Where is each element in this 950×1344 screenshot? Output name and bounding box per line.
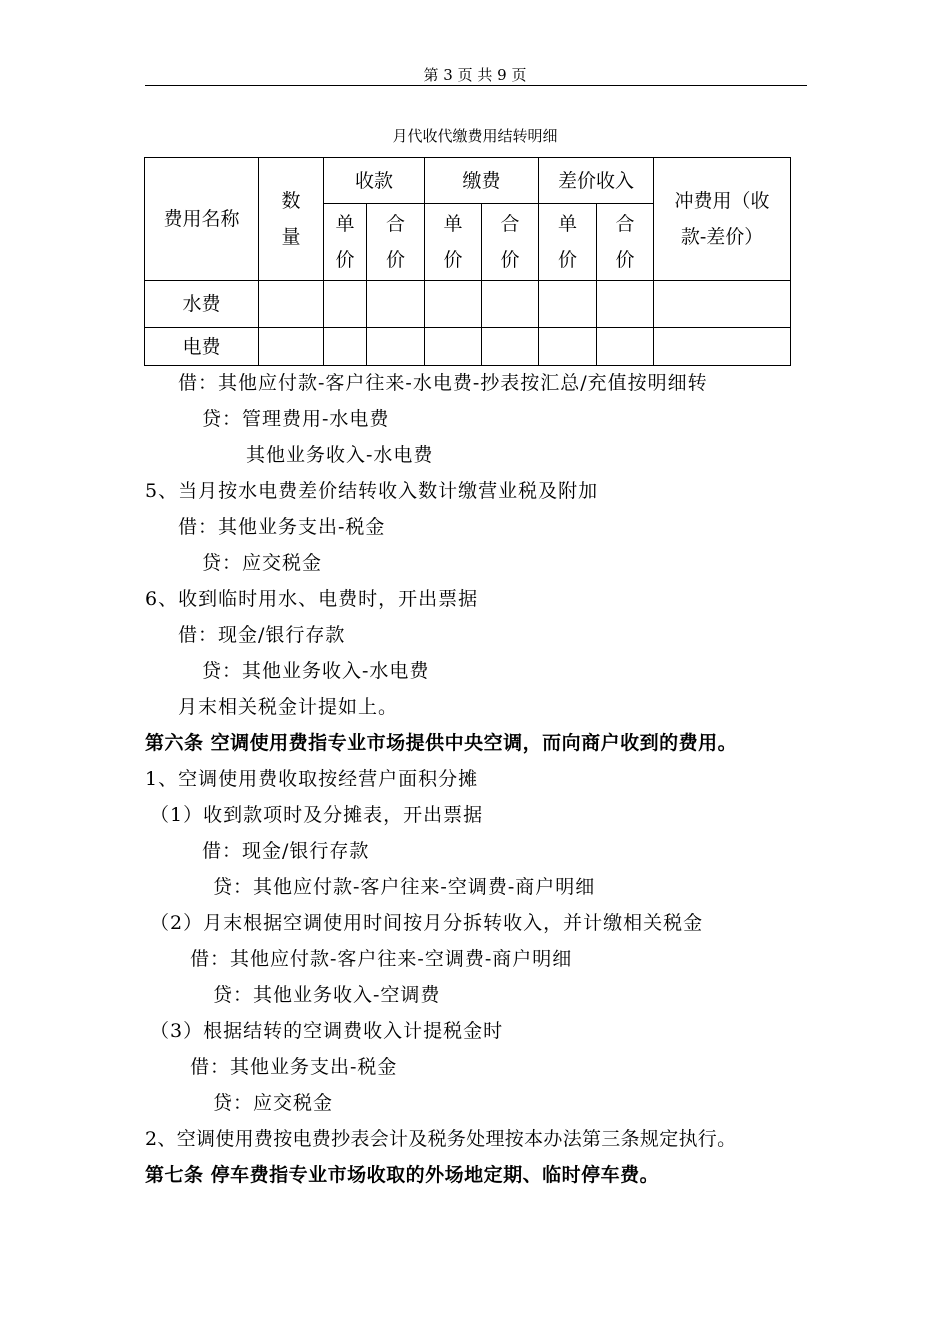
header-quantity-line1: 数 [281, 190, 301, 212]
header-rule [145, 85, 807, 86]
header-total-price [367, 204, 425, 281]
table-cell [654, 281, 791, 328]
table-row [145, 281, 791, 328]
header-offset-line2: 款-差价） [680, 226, 764, 248]
text-line: 借：其他业务支出-税金 [190, 1056, 398, 1078]
header-fee-name: 费用名称 [145, 158, 259, 281]
table-cell [654, 328, 791, 366]
table-cell [539, 281, 597, 328]
header-total-price [597, 204, 654, 281]
text-line: 贷：其他业务收入-水电费 [202, 660, 430, 682]
page-indicator: 第 3 页 共 9 页 [423, 66, 527, 84]
header-unit-price [425, 204, 482, 281]
table-row [145, 328, 791, 366]
text-line: 贷：应交税金 [202, 552, 323, 574]
header-unit-price-line1: 单 [558, 213, 578, 235]
article-heading: 第七条 停车费指专业市场收取的外场地定期、临时停车费。 [145, 1164, 660, 1186]
table-cell [597, 281, 654, 328]
text-line: 借：其他业务支出-税金 [178, 516, 386, 538]
header-payment: 缴费 [425, 158, 539, 204]
header-quantity-line2: 量 [281, 226, 301, 248]
header-unit-price-line1: 单 [443, 213, 463, 235]
table-cell [539, 328, 597, 366]
header-total-price [482, 204, 539, 281]
header-unit-price [539, 204, 597, 281]
header-offset-line1: 冲费用（收 [674, 190, 770, 212]
text-line: （2）月末根据空调使用时间按月分拆转收入，并计缴相关税金 [150, 912, 704, 934]
text-line: 1、空调使用费收取按经营户面积分摊 [145, 768, 479, 790]
header-total-price-line2: 价 [386, 249, 406, 271]
table-cell [259, 281, 324, 328]
header-quantity [259, 158, 324, 281]
table-cell [367, 328, 425, 366]
text-line: 贷：其他业务收入-空调费 [213, 984, 441, 1006]
header-unit-price-line2: 价 [443, 249, 463, 271]
header-diff-income: 差价收入 [539, 158, 654, 204]
table-cell [324, 281, 367, 328]
header-unit-price [324, 204, 367, 281]
text-line: 借：其他应付款-客户往来-空调费-商户明细 [190, 948, 573, 970]
table-cell [482, 328, 539, 366]
header-total-price-line1: 合 [386, 213, 406, 235]
text-line: 贷：管理费用-水电费 [202, 408, 390, 430]
text-line: 月末相关税金计提如上。 [178, 696, 399, 718]
header-offset [654, 158, 791, 281]
header-total-price-line2: 价 [500, 249, 520, 271]
text-line: 借：其他应付款-客户往来-水电费-抄表按汇总/充值按明细转 [178, 372, 708, 394]
table-cell [324, 328, 367, 366]
table-cell [425, 328, 482, 366]
header-unit-price-line2: 价 [335, 249, 355, 271]
text-line: 2、空调使用费按电费抄表会计及税务处理按本办法第三条规定执行。 [145, 1128, 737, 1150]
header-total-price-line1: 合 [500, 213, 520, 235]
text-line: 借：现金/银行存款 [178, 624, 346, 646]
text-line: （3）根据结转的空调费收入计提税金时 [150, 1020, 504, 1042]
text-line: 贷：其他应付款-客户往来-空调费-商户明细 [213, 876, 596, 898]
text-line: 6、收到临时用水、电费时，开出票据 [145, 588, 479, 610]
header-total-price-line1: 合 [615, 213, 635, 235]
table-cell [597, 328, 654, 366]
table-title: 月代收代缴费用结转明细 [392, 127, 558, 145]
header-unit-price-line2: 价 [558, 249, 578, 271]
article-heading: 第六条 空调使用费指专业市场提供中央空调，而向商户收到的费用。 [145, 732, 738, 754]
header-unit-price-line1: 单 [335, 213, 355, 235]
row-label-water: 水费 [145, 281, 259, 328]
fee-table [144, 157, 791, 366]
text-line: （1）收到款项时及分摊表，开出票据 [150, 804, 484, 826]
table-cell [367, 281, 425, 328]
table-cell [425, 281, 482, 328]
header-total-price-line2: 价 [615, 249, 635, 271]
text-line: 5、当月按水电费差价结转收入数计缴营业税及附加 [145, 480, 599, 502]
text-line: 借：现金/银行存款 [202, 840, 370, 862]
table-cell [482, 281, 539, 328]
text-line: 贷：应交税金 [213, 1092, 334, 1114]
row-label-electricity: 电费 [145, 328, 259, 366]
text-line: 其他业务收入-水电费 [246, 444, 434, 466]
header-receipt: 收款 [324, 158, 425, 204]
table-cell [259, 328, 324, 366]
